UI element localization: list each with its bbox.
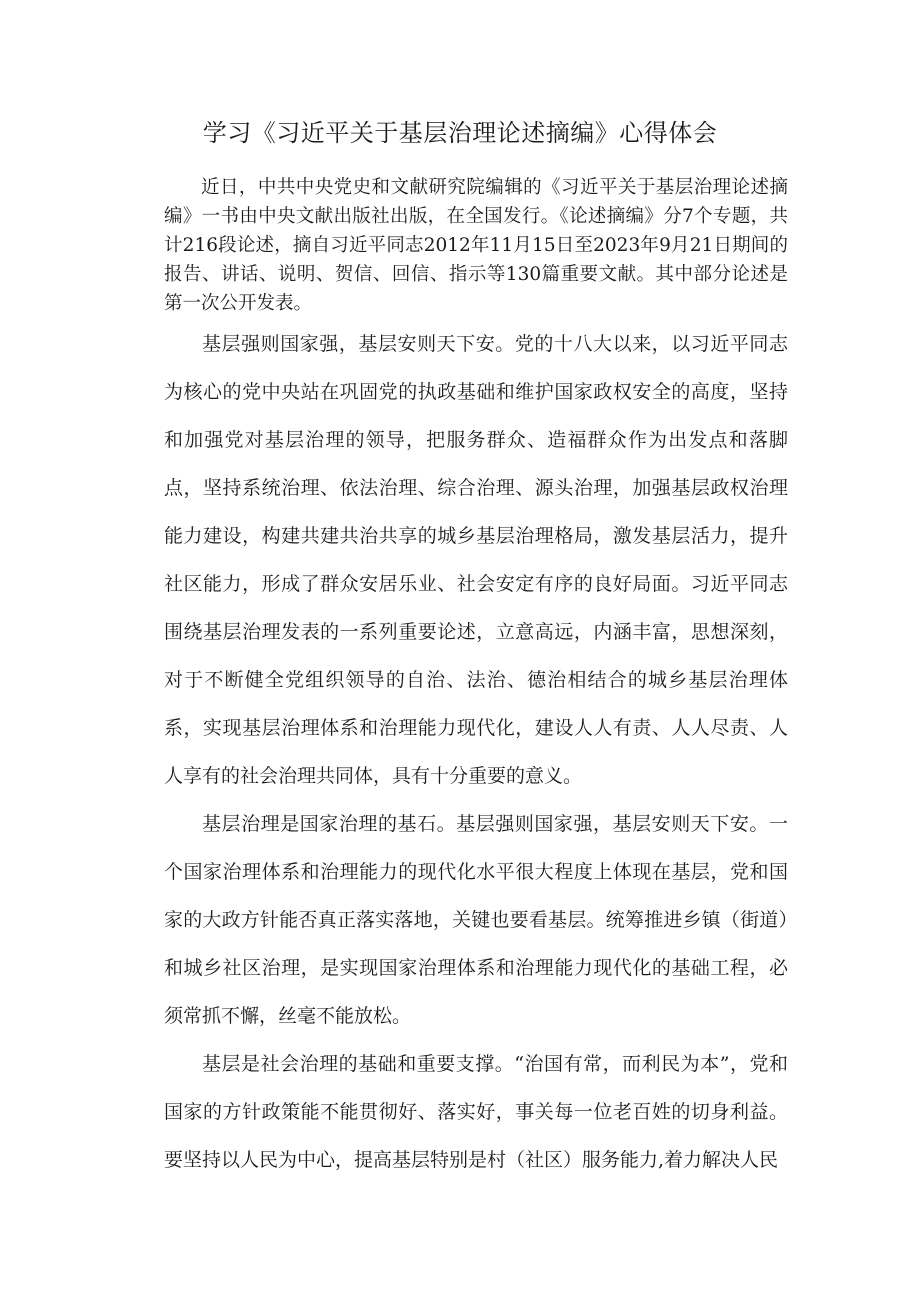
document-title: 学习《习近平关于基层治理论述摘编》心得体会 bbox=[202, 119, 718, 147]
paragraph-social-governance-basis: 基层是社会治理的基础和重要支撑。“治国有常，而利民为本”，党和国家的方针政策能不能贯彻好、落实好，事关每一位老百姓的切身利益。要坚持以人民为中心，提高基层特别是村（社区）服务能力,着力解决人民 bbox=[164, 1053, 788, 1171]
paragraph-governance-cornerstone: 基层治理是国家治理的基石。基层强则国家强，基层安则天下安。一个国家治理体系和治理能力的现代化水平很大程度上体现在基层，党和国家的大政方针能否真正落实落地，关键也要看基层。统筹推进乡镇（街道）和城乡社区治理，是实现国家治理体系和治理能力现代化的基础工程，必须常抓不懈，丝毫不能放松。 bbox=[164, 813, 788, 1027]
paragraph-intro: 近日，中共中央党史和文献研究院编辑的《习近平关于基层治理论述摘编》一书由中央文献出版社出版，在全国发行。《论述摘编》分7个专题，共计216段论述，摘自习近平同志2012年11月15日至2023年9月21日期间的报告、讲话、说明、贺信、回信、指示等130篇重要文献。其中部分论述是第一次公开发表。 bbox=[164, 177, 788, 314]
paragraph-grassroots-strong: 基层强则国家强，基层安则天下安。党的十八大以来，以习近平同志为核心的党中央站在巩固党的执政基础和维护国家政权安全的高度，坚持和加强党对基层治理的领导，把服务群众、造福群众作为出发点和落脚点，坚持系统治理、依法治理、综合治理、源头治理，加强基层政权治理能力建设，构建共建共治共享的城乡基层治理格局，激发基层活力，提升社区能力，形成了群众安居乐业、社会安定有序的良好局面。习近平同志围绕基层治理发表的一系列重要论述，立意高远，内涵丰富，思想深刻，对于不断健全党组织领导的自治、法治、德治相结合的城乡基层治理体系，实现基层治理体系和治理能力现代化，建设人人有责、人人尽责、人人享有的社会治理共同体，具有十分重要的意义。 bbox=[164, 333, 788, 787]
